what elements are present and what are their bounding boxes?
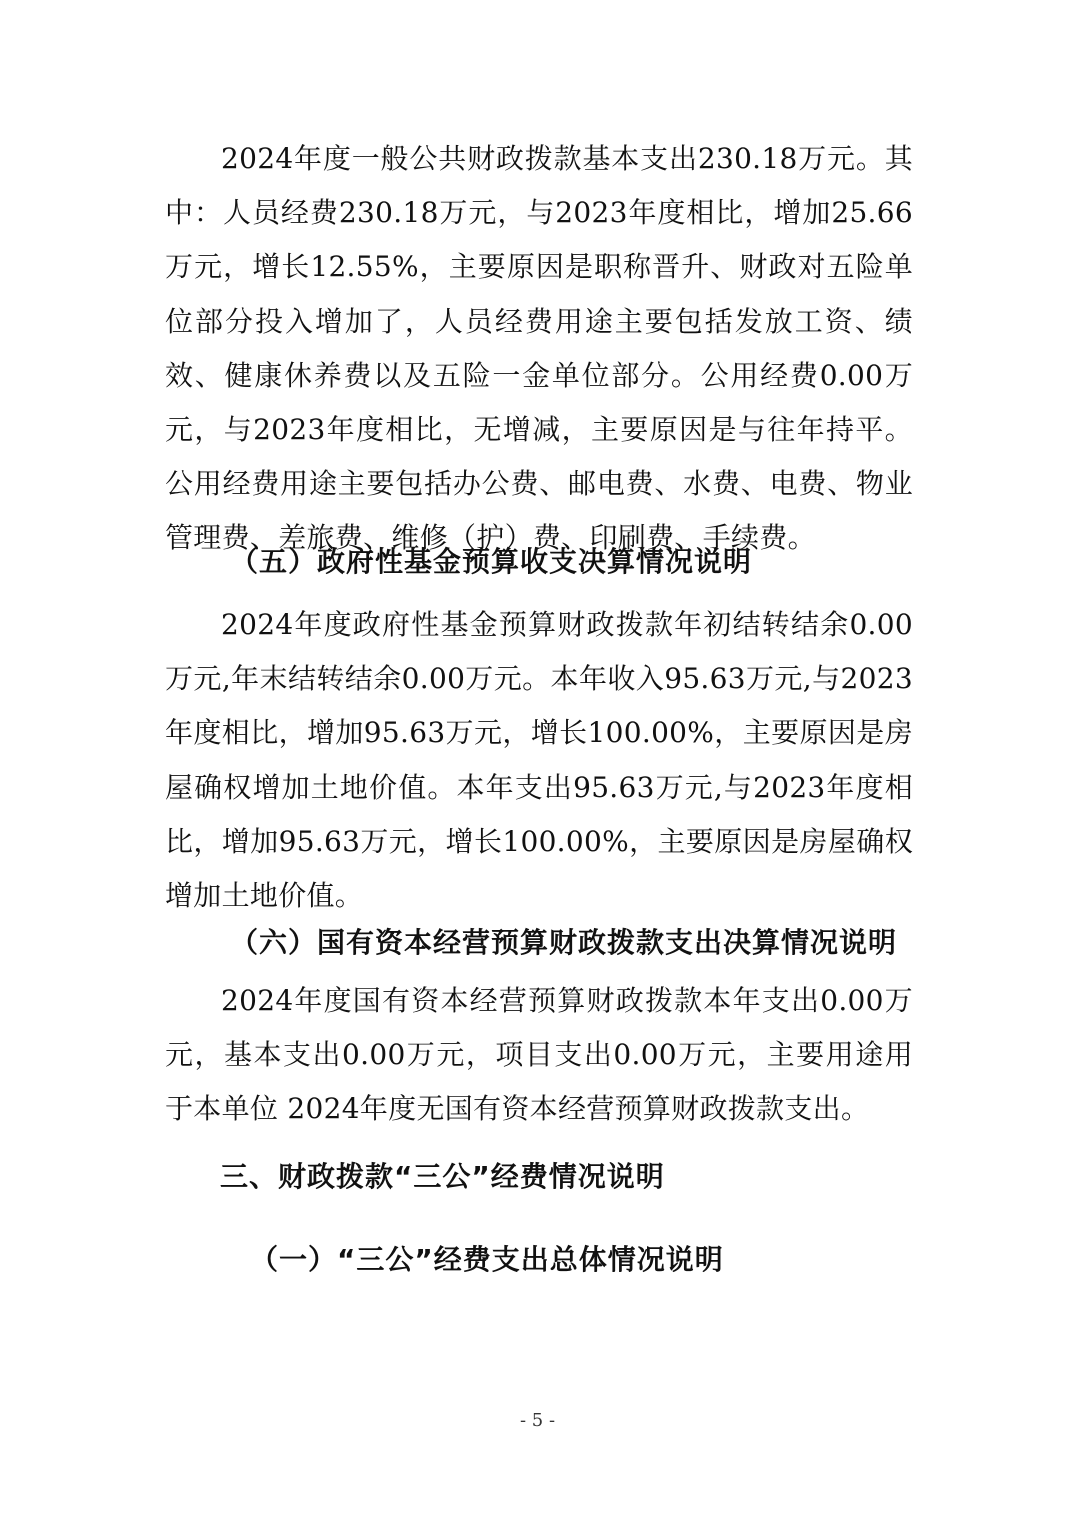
page-number: - 5 - [519,1410,556,1431]
paragraph-state-capital-operation-budget: 2024年度国有资本经营预算财政拨款本年支出0.00万元，基本支出0.00万元，项目支出0.00万元，主要用途用于本单位 2024年度无国有资本经营预算财政拨款支出。 [165,984,913,1126]
paragraph-general-public-budget-basic-expenditure: 2024年度一般公共财政拨款基本支出230.18万元。其中：人员经费230.18万元，与2023年度相比，增加25.66万元，增长12.55%，主要原因是职称晋升、财政对五险单位部分投入增加了，人员经费用途主要包括发放工资、绩效、健康休养费以及五险一金单位部分。公用经费0.00万元，与2023年度相比，无增减，主要原因是与往年持平。公用经费用途主要包括办公费、邮电费、水费、电费、物业管理费、差旅费、维修（护）费、印刷费、手续费。 [165,142,913,555]
paragraph-government-fund-budget: 2024年度政府性基金预算财政拨款年初结转结余0.00万元,年末结转结余0.00万元。本年收入95.63万元,与2023年度相比，增加95.63万元，增长100.00%，主要原因是房屋确权增加土地价值。本年支出95.63万元,与2023年度相比，增加95.63万元，增长100.00%，主要原因是房屋确权增加土地价值。 [165,608,913,913]
heading-state-capital-operation-budget: （六）国有资本经营预算财政拨款支出决算情况说明 [230,926,898,959]
heading-government-fund-budget: （五）政府性基金预算收支决算情况说明 [230,545,753,578]
subheading-three-public-overall: （一）“三公”经费支出总体情况说明 [250,1243,724,1276]
section-heading-three-public-expenses: 三、财政拨款“三公”经费情况说明 [220,1160,665,1193]
